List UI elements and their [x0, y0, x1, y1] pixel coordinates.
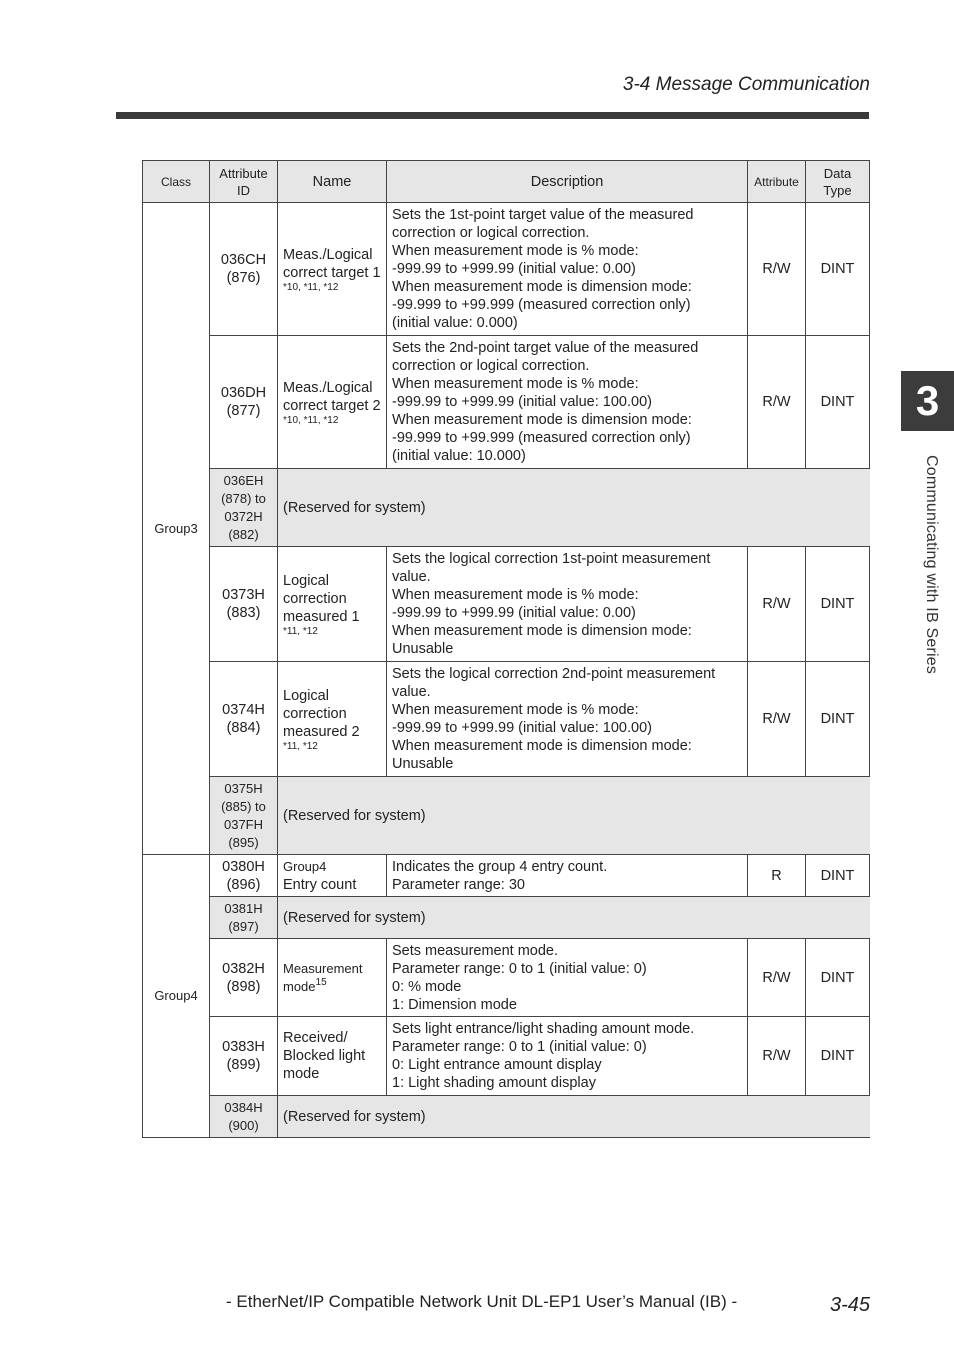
name-cell: [278, 662, 387, 777]
reserved-row: [143, 897, 870, 939]
name-text: Entry count: [283, 876, 357, 893]
table-row: [143, 547, 870, 662]
name-cell: [278, 939, 387, 1017]
header-data-type: Data Type: [806, 161, 870, 203]
name-cell: [278, 336, 387, 469]
reserved-cell: (Reserved for system): [278, 469, 870, 547]
attribute-id-cell: 0383H (899): [210, 1017, 278, 1096]
name-text: Meas./Logical correct target 2: [283, 379, 381, 414]
data-type-cell: DINT: [806, 855, 870, 897]
group-label: Group4: [143, 855, 210, 1138]
table-body: [143, 203, 870, 1138]
table-row: [143, 1017, 870, 1096]
attribute-cell: R/W: [748, 336, 806, 469]
data-type-cell: DINT: [806, 1017, 870, 1096]
name-cell: [278, 203, 387, 336]
attribute-cell: R/W: [748, 547, 806, 662]
chapter-tab: 3: [901, 371, 954, 431]
description-cell: Sets the 2nd-point target value of the measured correction or logical correction. When measurement mode is % mode: -999.99 to +999.99 (initial value: 100.00) When measurement mode is dimension mode: -99.999 to +99.999 (measured correction only) (initial value: 10.000): [387, 336, 748, 469]
description-cell: Sets the logical correction 2nd-point measurement value. When measurement mode is % mode: -999.99 to +999.99 (initial value: 100.00) When measurement mode is dimension mode: Unusable: [387, 662, 748, 777]
section-title: 3-4 Message Communication: [622, 74, 870, 95]
chapter-side-text: Communicating with IB Series: [923, 455, 940, 675]
name-text: Meas./Logical correct target 1: [283, 246, 381, 281]
group-label: Group3: [143, 203, 210, 855]
attribute-id-cell: 0382H (898): [210, 939, 278, 1017]
table-row: [143, 203, 870, 336]
description-cell: Sets the logical correction 1st-point measurement value. When measurement mode is % mode: -999.99 to +999.99 (initial value: 0.00) When measurement mode is dimension mode: Unusable: [387, 547, 748, 662]
description-cell: Sets light entrance/light shading amount mode. Parameter range: 0 to 1 (initial value: 0) 0: Light entrance amount display 1: Light shading amount display: [387, 1017, 748, 1096]
attribute-id-cell: 0375H (885) to 037FH (895): [210, 777, 278, 855]
attribute-id-cell: 036CH (876): [210, 203, 278, 336]
attribute-id-cell: 0381H (897): [210, 897, 278, 939]
name-prefix: Group4: [283, 858, 327, 874]
name-cell: [278, 855, 387, 897]
header-class: Class: [143, 161, 210, 203]
attribute-id-cell: 036DH (877): [210, 336, 278, 469]
manual-title: - EtherNet/IP Compatible Network Unit DL-EP1 User’s Manual (IB) -: [226, 1292, 738, 1311]
attribute-id-cell: 0373H (883): [210, 547, 278, 662]
attribute-cell: R/W: [748, 203, 806, 336]
data-type-cell: DINT: [806, 336, 870, 469]
table-row: [143, 939, 870, 1017]
name-text: Logical correction measured 2: [283, 687, 360, 740]
name-cell: [278, 547, 387, 662]
attribute-table: [142, 160, 870, 1138]
header-description: Description: [387, 161, 748, 203]
header-attribute: Attribute: [748, 161, 806, 203]
description-cell: Sets the 1st-point target value of the measured correction or logical correction. When measurement mode is % mode: -999.99 to +999.99 (initial value: 0.00) When measurement mode is dimension mode: -99.999 to +99.999 (measured correction only) (initial value: 0.000): [387, 203, 748, 336]
table-row: [143, 336, 870, 469]
footnote-ref: *10, *11, *12: [283, 281, 339, 293]
attribute-cell: R/W: [748, 939, 806, 1017]
data-type-cell: DINT: [806, 547, 870, 662]
description-cell: Sets measurement mode. Parameter range: 0 to 1 (initial value: 0) 0: % mode 1: Dimension mode: [387, 939, 748, 1017]
reserved-row: [143, 777, 870, 855]
table-header-row: [143, 161, 870, 203]
attribute-id-cell: 0374H (884): [210, 662, 278, 777]
header-rule: [116, 112, 869, 119]
reserved-cell: (Reserved for system): [278, 1096, 870, 1138]
header-attribute-id: Attribute ID: [210, 161, 278, 203]
reserved-row: [143, 1096, 870, 1138]
header-name: Name: [278, 161, 387, 203]
data-type-cell: DINT: [806, 662, 870, 777]
name-text: Measurement mode: [283, 960, 363, 994]
attribute-cell: R/W: [748, 662, 806, 777]
name-cell: [278, 1017, 387, 1096]
footnote-marker: 15: [315, 976, 327, 988]
footnote-ref: *11, *12: [283, 740, 318, 752]
data-type-cell: DINT: [806, 939, 870, 1017]
reserved-cell: (Reserved for system): [278, 777, 870, 855]
footnote-ref: *11, *12: [283, 625, 318, 637]
attribute-id-cell: 0380H (896): [210, 855, 278, 897]
reserved-cell: (Reserved for system): [278, 897, 870, 939]
table-row: [143, 855, 870, 897]
page-number: 3-45: [829, 1294, 870, 1316]
footnote-ref: *10, *11, *12: [283, 414, 339, 426]
attribute-cell: R/W: [748, 1017, 806, 1096]
attribute-id-cell: 0384H (900): [210, 1096, 278, 1138]
description-cell: Indicates the group 4 entry count. Parameter range: 30: [387, 855, 748, 897]
name-text: Logical correction measured 1: [283, 572, 360, 625]
name-text: Received/ Blocked light mode: [283, 1030, 366, 1082]
reserved-row: [143, 469, 870, 547]
attribute-id-cell: 036EH (878) to 0372H (882): [210, 469, 278, 547]
table-row: [143, 662, 870, 777]
data-type-cell: DINT: [806, 203, 870, 336]
attribute-cell: R: [748, 855, 806, 897]
